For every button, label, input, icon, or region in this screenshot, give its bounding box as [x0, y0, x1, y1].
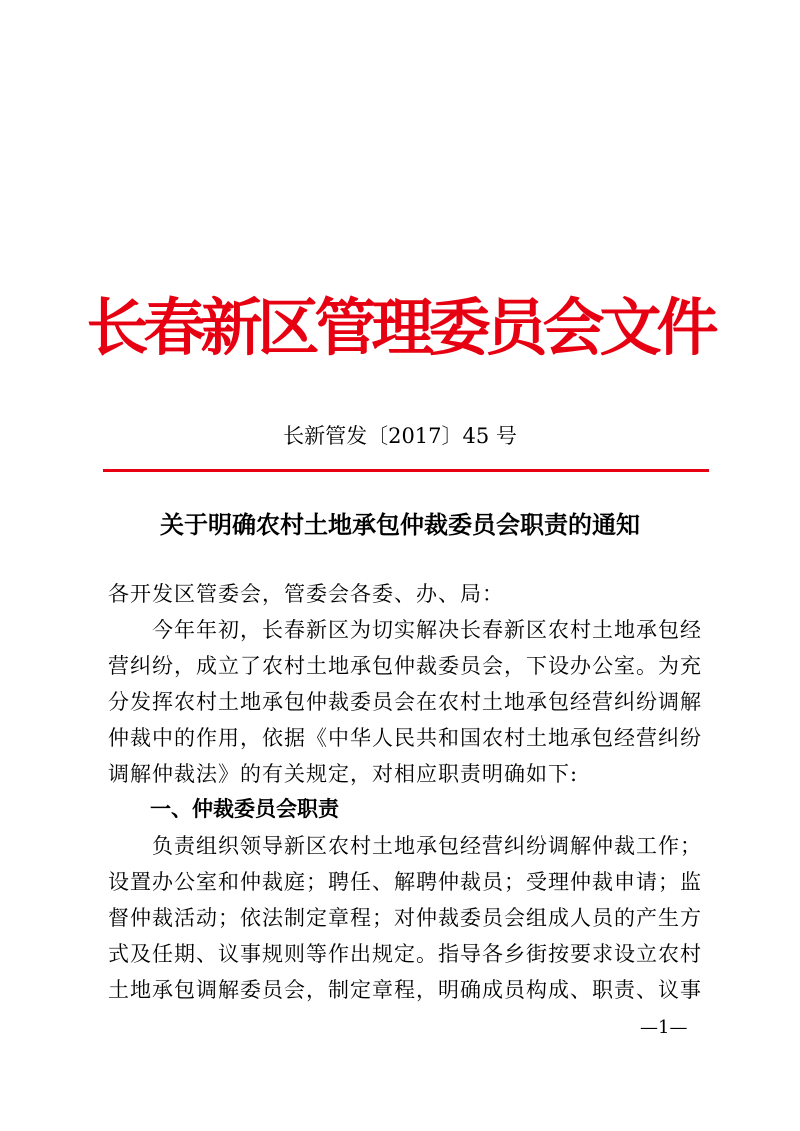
page-number: —1—	[640, 1017, 688, 1038]
document-number: 长新管发〔2017〕45 号	[283, 424, 517, 448]
paragraph-line: 分发挥农村土地承包仲裁委员会在农村土地承包经营纠纷调解	[108, 690, 702, 714]
paragraph-line: 土地承包调解委员会，制定章程，明确成员构成、职责、议事	[108, 978, 702, 1002]
document-header-title: 长春新区管理委员会文件	[86, 291, 714, 364]
paragraph-line: 设置办公室和仲裁庭；聘任、解聘仲裁员；受理仲裁申请；监	[108, 870, 702, 894]
paragraph-line: 式及任期、议事规则等作出规定。指导各乡街按要求设立农村	[108, 942, 702, 966]
paragraph-line: 调解仲裁法》的有关规定，对相应职责明确如下:	[108, 762, 579, 786]
salutation: 各开发区管委会，管委会各委、办、局：	[108, 582, 504, 606]
paragraph-line: 仲裁中的作用，依据《中华人民共和国农村土地承包经营纠纷	[108, 726, 702, 750]
paragraph-line: 营纠纷，成立了农村土地承包仲裁委员会，下设办公室。为充	[108, 654, 702, 678]
paragraph-line: 负责组织领导新区农村土地承包经营纠纷调解仲裁工作；	[108, 834, 702, 858]
section-heading: 一、仲裁委员会职责	[150, 797, 339, 821]
paragraph-line: 今年年初，长春新区为切实解决长春新区农村土地承包经	[108, 618, 702, 642]
paragraph-line: 督仲裁活动；依法制定章程；对仲裁委员会组成人员的产生方	[108, 906, 702, 930]
red-divider-line	[103, 469, 709, 472]
notice-title: 关于明确农村土地承包仲裁委员会职责的通知	[160, 510, 640, 539]
